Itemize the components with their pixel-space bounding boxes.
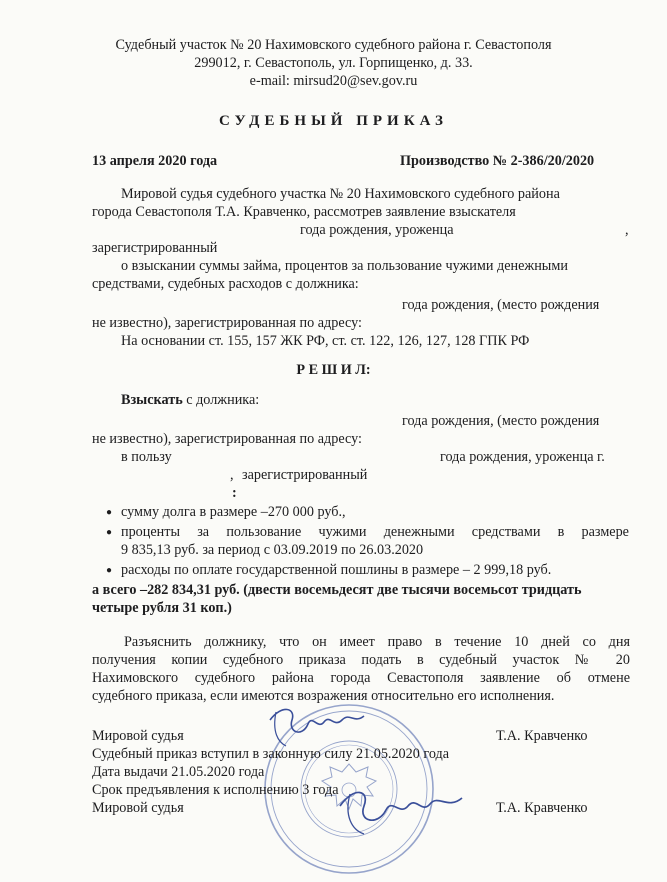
judge-label-2: Мировой судья	[92, 800, 184, 816]
intro-line-4: зарегистрированный	[92, 240, 218, 256]
decision-line-3: не известно), зарегистрированная по адресу:	[92, 431, 362, 447]
bullet-icon: ●	[106, 527, 113, 538]
explain-line-4: судебного приказа, если имеются возражения относительно его исполнения.	[92, 688, 555, 704]
item-interest-2: 9 835,13 руб. за период с 03.09.2019 по 26.03.2020	[121, 542, 424, 558]
enforcement-period: Срок предъявления к исполнению 3 года	[92, 782, 339, 798]
decision-line-2: года рождения, (место рождения	[402, 413, 600, 429]
intro-line-2: города Севастополя Т.А. Кравченко, рассмотрев заявление взыскателя	[92, 204, 516, 220]
decision-collect	[121, 392, 259, 409]
intro-line-1: Мировой судья судебного участка № 20 Нахимовского судебного района	[121, 186, 560, 202]
item-fee: расходы по оплате государственной пошлины в размере – 2 999,18 руб.	[121, 562, 552, 578]
explain-line-2: получения копии судебного приказа подать в судебный участок № 20	[92, 652, 630, 668]
explain-line-1: Разъяснить должнику, что он имеет право в течение 10 дней со дня	[124, 634, 630, 650]
decision-line-6: :	[232, 485, 237, 501]
court-address: 299012, г. Севастополь, ул. Горпищенко, д. 33.	[194, 55, 473, 71]
total-line-1: а всего –282 834,31 руб. (двести восемьдесят две тысячи восемьсот тридцать	[92, 582, 582, 598]
decision-collect-rest: с должника:	[182, 392, 260, 408]
intro-line-3a: года рождения, уроженца	[300, 222, 454, 238]
intro-line-7: года рождения, (место рождения	[402, 297, 600, 313]
item-interest-1: проценты за пользование чужими денежными средствами в размере	[121, 524, 629, 540]
case-number: Производство № 2-386/20/2020	[400, 153, 595, 169]
issue-date: Дата выдачи 21.05.2020 года	[92, 764, 265, 780]
decision-collect-bold: Взыскать	[121, 392, 183, 408]
order-date: 13 апреля 2020 года	[92, 153, 218, 169]
bullet-icon: ●	[106, 507, 113, 518]
decision-line-5a: ,	[230, 467, 234, 483]
explain-line-3: Нахимовского судебного района города Севастополя заявление об отмене	[92, 670, 630, 686]
total-line-2: четыре рубля 31 коп.)	[92, 600, 232, 616]
signature-1	[262, 702, 372, 752]
decision-title: Р Е Ш И Л:	[296, 362, 371, 378]
judge-name-2: Т.А. Кравченко	[496, 800, 588, 816]
intro-line-6: средствами, судебных расходов с должника:	[92, 276, 359, 292]
judge-name: Т.А. Кравченко	[496, 728, 588, 744]
effective-date: Судебный приказ вступил в законную силу 21.05.2020 года	[92, 746, 450, 762]
intro-line-3b: ,	[625, 222, 629, 238]
judge-label: Мировой судья	[92, 728, 184, 744]
signature-2	[330, 780, 470, 840]
court-name: Судебный участок № 20 Нахимовского судебного района г. Севастополя	[115, 37, 552, 53]
intro-line-8: не известно), зарегистрированная по адресу:	[92, 315, 362, 331]
intro-line-9: На основании ст. 155, 157 ЖК РФ, ст. ст. 122, 126, 127, 128 ГПК РФ	[121, 333, 530, 349]
decision-line-4a: в пользу	[121, 449, 172, 465]
bullet-icon: ●	[106, 565, 113, 576]
decision-line-4b: года рождения, уроженца г.	[440, 449, 605, 465]
intro-line-5: о взыскании суммы займа, процентов за пользование чужими денежными	[121, 258, 568, 274]
decision-line-5b: зарегистрированный	[242, 467, 368, 483]
court-email: e-mail: mirsud20@sev.gov.ru	[249, 73, 418, 89]
item-debt: сумму долга в размере –270 000 руб.,	[121, 504, 346, 520]
document-title: СУДЕБНЫЙ ПРИКАЗ	[219, 113, 448, 129]
